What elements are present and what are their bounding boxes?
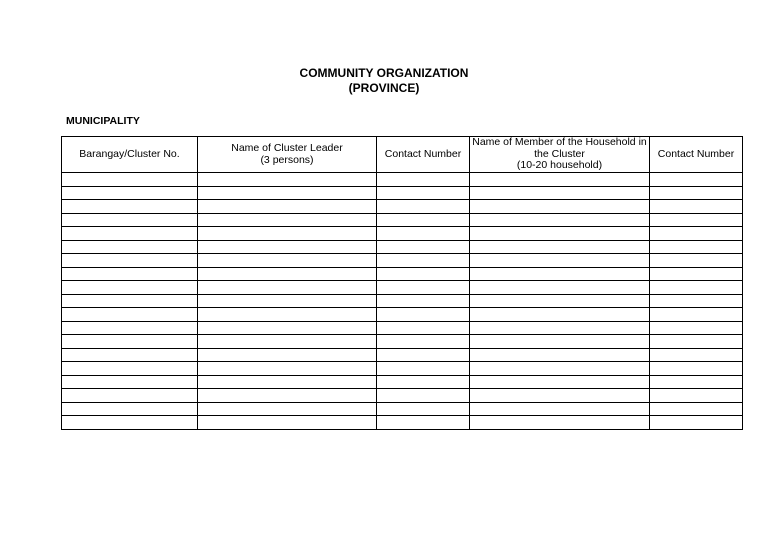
table-cell[interactable] — [198, 362, 377, 376]
table-cell[interactable] — [650, 402, 743, 416]
table-cell[interactable] — [470, 375, 650, 389]
table-cell[interactable] — [62, 213, 198, 227]
table-cell[interactable] — [377, 416, 470, 430]
table-cell[interactable] — [377, 200, 470, 214]
table-cell[interactable] — [470, 321, 650, 335]
table-cell[interactable] — [62, 321, 198, 335]
table-cell[interactable] — [650, 213, 743, 227]
table-row — [62, 308, 743, 322]
table-row — [62, 267, 743, 281]
table-cell[interactable] — [62, 227, 198, 241]
table-cell[interactable] — [470, 186, 650, 200]
table-cell[interactable] — [650, 173, 743, 187]
table-cell[interactable] — [650, 335, 743, 349]
table-cell[interactable] — [62, 173, 198, 187]
table-row — [62, 375, 743, 389]
table-cell[interactable] — [377, 308, 470, 322]
table-row — [62, 186, 743, 200]
table-cell[interactable] — [377, 173, 470, 187]
table-row — [62, 200, 743, 214]
table-cell[interactable] — [198, 348, 377, 362]
table-cell[interactable] — [198, 375, 377, 389]
table-cell[interactable] — [198, 294, 377, 308]
table-row — [62, 281, 743, 295]
table-cell[interactable] — [377, 267, 470, 281]
table-cell[interactable] — [470, 308, 650, 322]
table-cell[interactable] — [650, 186, 743, 200]
table-row — [62, 240, 743, 254]
table-cell[interactable] — [377, 227, 470, 241]
table-cell[interactable] — [377, 348, 470, 362]
table-row — [62, 402, 743, 416]
table-cell[interactable] — [377, 294, 470, 308]
table-cell[interactable] — [62, 348, 198, 362]
table-cell[interactable] — [62, 416, 198, 430]
table-cell[interactable] — [650, 416, 743, 430]
header-text-line: Name of Cluster Leader — [231, 142, 343, 154]
table-header-row — [62, 137, 743, 173]
header-text-line: Name of Member of the Household in — [472, 136, 647, 149]
table-cell[interactable] — [470, 416, 650, 430]
table-cell[interactable] — [650, 294, 743, 308]
table-cell[interactable] — [650, 362, 743, 376]
table-cell[interactable] — [650, 240, 743, 254]
header-text-line: (10-20 household) — [516, 159, 603, 172]
table-row — [62, 173, 743, 187]
table-row — [62, 321, 743, 335]
table-cell[interactable] — [470, 281, 650, 295]
table-cell[interactable] — [198, 416, 377, 430]
table-row — [62, 227, 743, 241]
header-text-line: the Cluster — [534, 147, 585, 160]
table-cell[interactable] — [62, 389, 198, 403]
table-cell[interactable] — [198, 240, 377, 254]
table-row — [62, 362, 743, 376]
table-cell[interactable] — [377, 281, 470, 295]
header-contact-number-leader — [377, 137, 470, 173]
table-row — [62, 348, 743, 362]
header-text-line: Contact Number — [384, 147, 462, 160]
table-cell[interactable] — [198, 267, 377, 281]
header-barangay-cluster-no — [62, 137, 198, 173]
table-cell[interactable] — [470, 362, 650, 376]
table-cell[interactable] — [62, 200, 198, 214]
table-cell[interactable] — [198, 308, 377, 322]
table-row — [62, 254, 743, 268]
table-cell[interactable] — [198, 200, 377, 214]
table-cell[interactable] — [470, 173, 650, 187]
table-cell[interactable] — [650, 254, 743, 268]
table-cell[interactable] — [377, 186, 470, 200]
cluster-table — [61, 136, 743, 430]
table-cell[interactable] — [62, 375, 198, 389]
table-cell[interactable] — [62, 186, 198, 200]
table-cell[interactable] — [650, 348, 743, 362]
table-cell[interactable] — [198, 227, 377, 241]
table-cell[interactable] — [198, 213, 377, 227]
table-cell[interactable] — [198, 281, 377, 295]
table-cell[interactable] — [470, 335, 650, 349]
table-cell[interactable] — [470, 254, 650, 268]
table-cell[interactable] — [650, 281, 743, 295]
table-cell[interactable] — [377, 362, 470, 376]
table-cell[interactable] — [377, 402, 470, 416]
table-cell[interactable] — [198, 402, 377, 416]
table-cell[interactable] — [650, 227, 743, 241]
table-cell[interactable] — [377, 389, 470, 403]
table-cell[interactable] — [650, 267, 743, 281]
table-cell[interactable] — [62, 308, 198, 322]
table-cell[interactable] — [470, 267, 650, 281]
header-text-line: (3 persons) — [260, 153, 314, 166]
table-cell[interactable] — [377, 213, 470, 227]
form-title: COMMUNITY ORGANIZATION — [299, 66, 469, 80]
table-cell[interactable] — [377, 375, 470, 389]
table-cell[interactable] — [62, 281, 198, 295]
table-cell[interactable] — [198, 389, 377, 403]
table-cell[interactable] — [198, 173, 377, 187]
header-contact-number-member — [650, 137, 743, 173]
table-cell[interactable] — [470, 200, 650, 214]
table-cell[interactable] — [470, 240, 650, 254]
table-row — [62, 294, 743, 308]
table-cell[interactable] — [198, 335, 377, 349]
municipality-label: MUNICIPALITY — [66, 115, 140, 127]
table-cell[interactable] — [650, 308, 743, 322]
table-cell[interactable] — [198, 186, 377, 200]
form-subtitle: (PROVINCE) — [348, 81, 420, 95]
header-cluster-leader — [198, 137, 377, 173]
table-cell[interactable] — [62, 240, 198, 254]
table-cell[interactable] — [377, 254, 470, 268]
table-cell[interactable] — [62, 254, 198, 268]
table-cell[interactable] — [198, 321, 377, 335]
header-household-member — [470, 137, 650, 173]
table-cell[interactable] — [650, 389, 743, 403]
header-text-line: Barangay/Cluster No. — [79, 147, 180, 160]
table-cell[interactable] — [62, 362, 198, 376]
table-row — [62, 416, 743, 430]
table-cell[interactable] — [62, 294, 198, 308]
table-body — [62, 173, 743, 430]
table-cell[interactable] — [62, 267, 198, 281]
table-cell[interactable] — [377, 240, 470, 254]
table-cell[interactable] — [650, 200, 743, 214]
table-cell[interactable] — [470, 389, 650, 403]
table-cell[interactable] — [198, 254, 377, 268]
table-cell[interactable] — [470, 213, 650, 227]
table-cell[interactable] — [377, 335, 470, 349]
table-row — [62, 213, 743, 227]
table-row — [62, 389, 743, 403]
table-cell[interactable] — [470, 348, 650, 362]
table-cell[interactable] — [650, 375, 743, 389]
table-cell[interactable] — [650, 321, 743, 335]
table-cell[interactable] — [470, 402, 650, 416]
table-cell[interactable] — [470, 294, 650, 308]
table-cell[interactable] — [470, 227, 650, 241]
header-text-line: Contact Number — [657, 147, 735, 160]
table-cell[interactable] — [377, 321, 470, 335]
table-cell[interactable] — [62, 402, 198, 416]
table-row — [62, 335, 743, 349]
table-cell[interactable] — [62, 335, 198, 349]
